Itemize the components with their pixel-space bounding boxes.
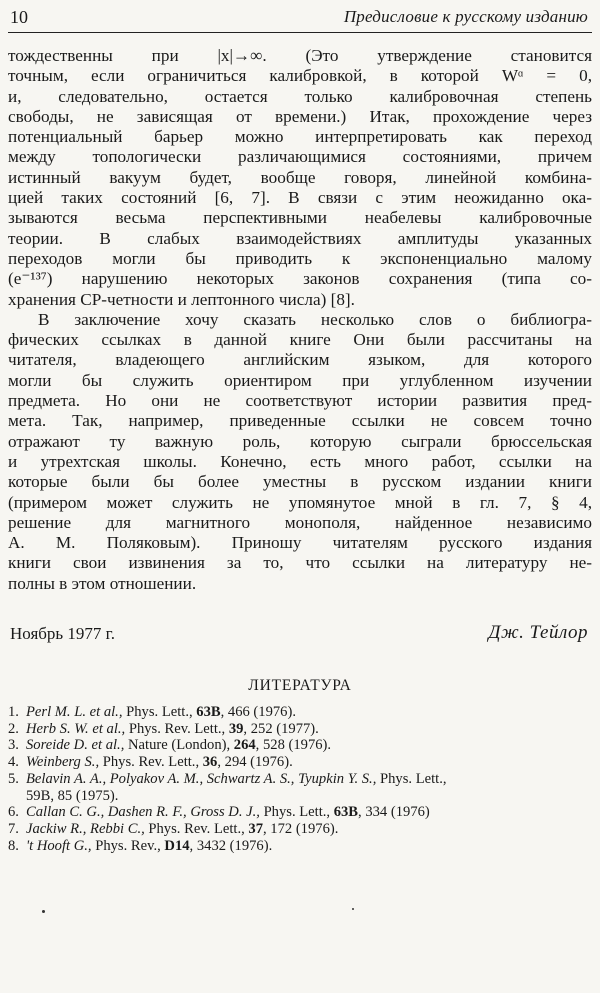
text-line: книги свои извинения за то, что ссылки на литературу не- [8,553,592,573]
signature-author: Дж. Тейлор [488,622,588,643]
paragraph-start-line: В заключение хочу сказать несколько слов о библиогра- [38,309,592,329]
reference-item: 8. 't Hooft G., Phys. Rev., D14, 3432 (1976). [8,837,273,854]
text-line: читателя, владеющего английским языком, для которого [8,350,592,370]
text-line: тождественны при |x|→∞. (Это утверждение становится [8,46,592,65]
text-line: истинный вакуум будет, вообще говоря, линейной комбина- [8,167,592,187]
print-speck [352,908,354,910]
text-line: (примером может служить не упомянутое мной в гл. 7, § 4, [8,492,592,512]
text-line: теории. В слабых взаимодействиях амплитуды указанных [8,228,592,248]
text-line: фических ссылках в данной книге Они были рассчитаны на [8,330,592,350]
reference-item: 3. Soreide D. et al., Nature (London), 264, 528 (1976). [8,737,332,754]
text-line: переходов могли бы приводить к экспоненциально малому [8,248,592,268]
reference-item: 2. Herb S. W. et al., Phys. Rev. Lett., 39, 252 (1977). [8,720,319,737]
running-title: Предисловие к русскому изданию [343,7,588,26]
reference-item: 7. Jackiw R., Rebbi C., Phys. Rev. Lett., 37, 172 (1976). [8,820,339,837]
text-line: и, следовательно, остается только калибровочная степень [8,86,592,106]
reference-item: 6. Callan C. G., Dashen R. F., Gross D. J., Phys. Lett., 63B, 334 (1976) [8,804,430,821]
text-line: цией таких состояний [6, 7]. В связи с этим неожиданно ока- [8,188,592,208]
text-line: (e⁻¹³⁷) нарушению некоторых законов сохранения (типа со- [8,269,592,289]
text-line: свободы, не зависящая от времени.) Итак, прохождение через [8,106,592,126]
text-line: отражают ту важную роль, которую сыграли брюссельская [8,431,592,451]
text-line: А. М. Поляковым). Приношу читателям русского издания [8,533,592,553]
text-line: предмета. Но они не соответствуют истории развития пред- [8,391,592,411]
preface-text [8,46,592,594]
text-line: потенциальный барьер можно интерпретировать как переход [8,127,592,147]
print-speck [42,910,45,913]
references-list [8,704,592,854]
text-line: могли бы служить ориентиром при углубленном изучении [8,370,592,390]
reference-item: 5. Belavin A. A., Polyakov A. M., Schwartz A. S., Tyupkin Y. S., Phys. Lett., [8,770,447,787]
text-line: точным, если ограничиться калибровкой, в которой Wᵅ = 0, [8,66,592,86]
references-heading: ЛИТЕРАТУРА [248,677,352,694]
reference-item-continuation: 59B, 85 (1975). [26,787,119,804]
reference-item: 1. Perl M. L. et al., Phys. Lett., 63B, 466 (1976). [8,704,296,720]
signature-block [8,622,592,646]
text-line: мета. Так, например, приведенные ссылки не совсем точно [8,411,592,431]
page-number: 10 [10,7,28,27]
text-line: которые были бы более уместны в русском издании книги [8,472,592,492]
text-line: решение для магнитного монополя, найденное независимо [8,512,592,532]
text-line: полны в этом отношении. [8,573,197,593]
text-line: и утрехтская школы. Конечно, есть много работ, ссылки на [8,451,592,471]
text-line: зываются весьма перспективными неабелевы калибровочные [8,208,592,228]
text-line: между топологически различающимися состояниями, причем [8,147,592,167]
running-header [8,4,592,33]
reference-item: 4. Weinberg S., Phys. Rev. Lett., 36, 294 (1976). [8,754,293,771]
text-line: хранения CP-четности и лептонного числа) [8]. [8,289,355,309]
signature-date: Ноябрь 1977 г. [10,624,115,643]
